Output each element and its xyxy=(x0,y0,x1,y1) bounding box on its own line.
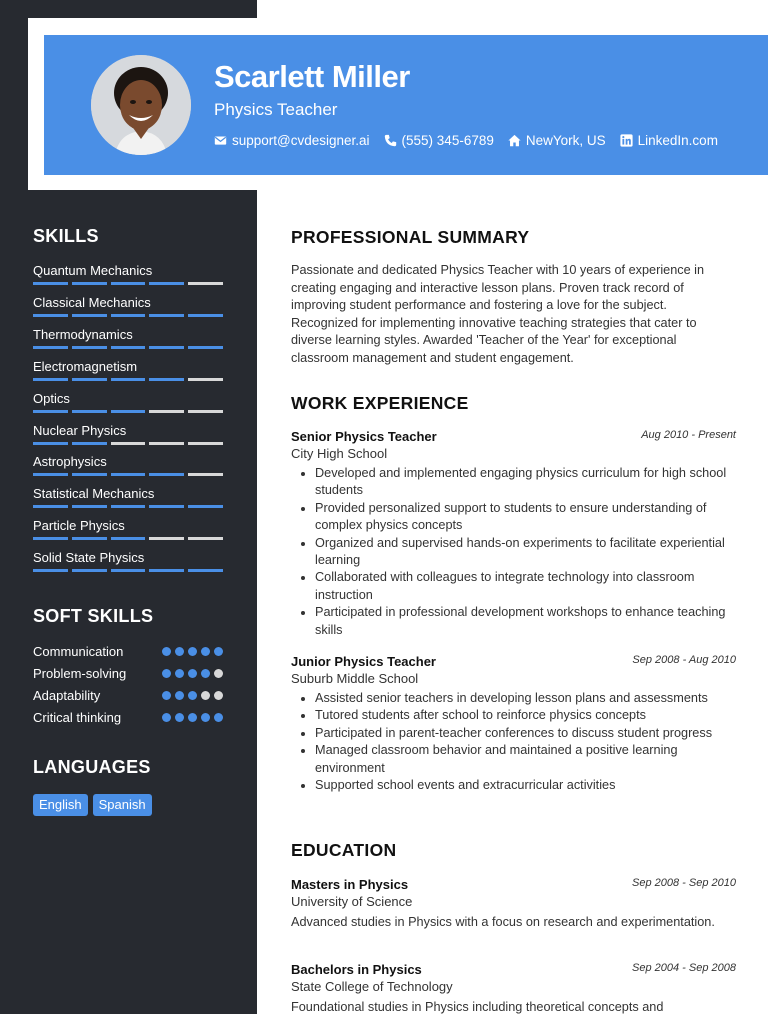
soft-skill-rating xyxy=(162,669,223,678)
rating-dot xyxy=(214,691,223,700)
skill-level-segment xyxy=(188,410,223,413)
job-entry xyxy=(291,429,736,639)
soft-skill-rating xyxy=(162,691,223,700)
contact-linkedin[interactable] xyxy=(620,133,718,148)
contact-list xyxy=(214,133,718,148)
skill-level-segment xyxy=(188,473,223,476)
job-bullet: • Participated in parent-teacher conferences to discuss student progress xyxy=(315,725,736,742)
skill-level-segment xyxy=(111,505,146,508)
rating-dot xyxy=(214,669,223,678)
soft-skill-name: Adaptability xyxy=(33,688,101,704)
skill-item xyxy=(33,391,223,413)
skill-item xyxy=(33,486,223,508)
job-bullet: • Assisted senior teachers in developing lesson plans and assessments xyxy=(315,690,736,707)
education-date: Sep 2004 - Sep 2008 xyxy=(632,962,736,974)
skill-level-segment xyxy=(33,346,68,349)
soft-skill-name: Problem-solving xyxy=(33,665,127,681)
rating-dot xyxy=(188,691,197,700)
degree: Masters in Physics xyxy=(291,877,409,892)
job-bullet: • Participated in professional development workshops to enhance teaching skills xyxy=(315,604,736,639)
skill-level-segment xyxy=(188,569,223,572)
skill-level-segment xyxy=(149,505,184,508)
skill-item xyxy=(33,518,223,540)
skill-level-segment xyxy=(149,410,184,413)
skill-level-segment xyxy=(149,473,184,476)
skill-level-segment xyxy=(188,505,223,508)
school: University of Science xyxy=(291,894,413,909)
skill-level-bar xyxy=(33,473,223,476)
soft-skill-name: Critical thinking xyxy=(33,710,122,726)
job-role: Junior Physics Teacher xyxy=(291,654,436,669)
job-bullet: • Developed and implemented engaging physics curriculum for high school students xyxy=(315,465,736,500)
rating-dot xyxy=(188,669,197,678)
education-desc: Foundational studies in Physics including theoretical concepts and xyxy=(291,1000,664,1014)
skill-level-segment xyxy=(149,537,184,540)
skill-level-segment xyxy=(188,537,223,540)
skill-level-bar xyxy=(33,442,223,445)
rating-dot xyxy=(175,669,184,678)
rating-dot xyxy=(162,647,171,656)
contact-linkedin-text: LinkedIn.com xyxy=(637,133,718,148)
skills-heading: SKILLS xyxy=(33,226,99,246)
contact-email-text: support@cvdesigner.ai xyxy=(232,133,370,148)
rating-dot xyxy=(201,713,210,722)
rating-dot xyxy=(175,647,184,656)
skill-item xyxy=(33,263,223,285)
job-bullet: • Managed classroom behavior and maintained a positive learning environment xyxy=(315,742,736,777)
rating-dot xyxy=(175,691,184,700)
skill-level-segment xyxy=(111,537,146,540)
skill-level-segment xyxy=(149,378,184,381)
rating-dot xyxy=(162,691,171,700)
skill-level-segment xyxy=(33,537,68,540)
soft-skill-item xyxy=(33,709,223,727)
skill-level-segment xyxy=(188,378,223,381)
degree: Bachelors in Physics xyxy=(291,962,422,977)
skill-level-segment xyxy=(72,282,107,285)
skill-level-segment xyxy=(33,410,68,413)
skill-name: Optics xyxy=(33,390,70,406)
skill-level-segment xyxy=(149,346,184,349)
skill-level-segment xyxy=(111,282,146,285)
skill-level-segment xyxy=(149,569,184,572)
education-entry xyxy=(291,962,736,1014)
skill-level-segment xyxy=(72,537,107,540)
skill-level-segment xyxy=(33,473,68,476)
skill-level-bar xyxy=(33,505,223,508)
job-bullet: • Organized and supervised hands-on experiments to facilitate experiential learning xyxy=(315,535,736,570)
job-bullet: • Provided personalized support to students to ensure understanding of complex physics concepts xyxy=(315,500,736,535)
contact-phone[interactable] xyxy=(384,133,494,148)
contact-email[interactable] xyxy=(214,133,370,148)
skill-item xyxy=(33,359,223,381)
skill-item xyxy=(33,423,223,445)
education-entry xyxy=(291,877,736,932)
rating-dot xyxy=(162,713,171,722)
soft-skill-rating xyxy=(162,713,223,722)
skill-name: Astrophysics xyxy=(33,454,107,470)
avatar xyxy=(91,55,191,155)
soft-skill-item xyxy=(33,642,223,660)
skill-level-segment xyxy=(188,314,223,317)
skill-level-segment xyxy=(111,473,146,476)
job-bullet: • Tutored students after school to reinforce physics concepts xyxy=(315,707,736,724)
job-bullet: • Collaborated with colleagues to integrate technology into classroom instruction xyxy=(315,569,736,604)
skill-level-bar xyxy=(33,410,223,413)
job-bullets xyxy=(291,465,736,639)
candidate-title: Physics Teacher xyxy=(214,100,338,119)
skill-level-segment xyxy=(149,282,184,285)
header xyxy=(44,35,768,175)
job-org: Suburb Middle School xyxy=(291,671,419,686)
skill-item xyxy=(33,454,223,476)
skill-name: Nuclear Physics xyxy=(33,422,127,438)
rating-dot xyxy=(188,713,197,722)
rating-dot xyxy=(175,713,184,722)
profile-photo xyxy=(91,55,191,155)
skill-level-segment xyxy=(72,505,107,508)
soft-skills-heading: SOFT SKILLS xyxy=(33,606,154,626)
skill-level-segment xyxy=(72,346,107,349)
linkedin-icon xyxy=(620,134,633,147)
skill-level-bar xyxy=(33,537,223,540)
job-bullet: • Supported school events and extracurricular activities xyxy=(315,777,736,794)
rating-dot xyxy=(162,669,171,678)
soft-skill-rating xyxy=(162,647,223,656)
languages-heading: LANGUAGES xyxy=(33,757,151,777)
soft-skill-name: Communication xyxy=(33,643,124,659)
skill-level-segment xyxy=(72,410,107,413)
education-heading: EDUCATION xyxy=(291,840,397,860)
rating-dot xyxy=(201,691,210,700)
skill-level-segment xyxy=(33,314,68,317)
skill-level-segment xyxy=(149,314,184,317)
skill-level-segment xyxy=(111,442,146,445)
job-org: City High School xyxy=(291,446,388,461)
language-badge: Spanish xyxy=(93,794,152,816)
summary-heading: PROFESSIONAL SUMMARY xyxy=(291,227,530,247)
home-icon xyxy=(508,134,521,147)
skill-level-segment xyxy=(72,314,107,317)
experience-heading: WORK EXPERIENCE xyxy=(291,393,469,413)
skill-level-segment xyxy=(33,442,68,445)
skill-level-segment xyxy=(188,442,223,445)
skill-item xyxy=(33,550,223,572)
skill-name: Particle Physics xyxy=(33,518,125,534)
skill-level-segment xyxy=(33,569,68,572)
phone-icon xyxy=(384,134,397,147)
skill-name: Quantum Mechanics xyxy=(33,263,153,278)
languages-list xyxy=(33,794,152,816)
education-desc: Advanced studies in Physics with a focus on research and experimentation. xyxy=(291,915,715,929)
rating-dot xyxy=(188,647,197,656)
job-date: Sep 2008 - Aug 2010 xyxy=(632,654,736,666)
job-entry xyxy=(291,654,736,794)
skill-level-bar xyxy=(33,378,223,381)
skill-level-segment xyxy=(72,569,107,572)
soft-skill-item xyxy=(33,687,223,705)
skill-level-bar xyxy=(33,282,223,285)
contact-location xyxy=(508,133,606,148)
rating-dot xyxy=(201,669,210,678)
skill-level-bar xyxy=(33,346,223,349)
job-date: Aug 2010 - Present xyxy=(641,429,736,441)
envelope-icon xyxy=(214,134,227,147)
skill-level-segment xyxy=(111,346,146,349)
skill-level-segment xyxy=(111,378,146,381)
skill-level-bar xyxy=(33,314,223,317)
skill-level-segment xyxy=(149,442,184,445)
rating-dot xyxy=(214,713,223,722)
skill-item xyxy=(33,327,223,349)
skill-level-segment xyxy=(72,473,107,476)
contact-location-text: NewYork, US xyxy=(525,133,606,148)
summary-text: Passionate and dedicated Physics Teacher with 10 years of experience in creating engaging and interactive lesson plans. Proven track record of improving student performance and fostering a love for the subject. Recognized for implementing innovative teaching strategies that cater to diverse learning styles. Awarded 'Teacher of the Year' for exceptional classroom management and student engagement. xyxy=(291,263,705,365)
skill-level-segment xyxy=(111,410,146,413)
skill-level-segment xyxy=(111,314,146,317)
soft-skill-item xyxy=(33,664,223,682)
rating-dot xyxy=(201,647,210,656)
skill-name: Thermodynamics xyxy=(33,326,133,342)
school: State College of Technology xyxy=(291,979,453,994)
contact-phone-text: (555) 345-6789 xyxy=(401,133,494,148)
skill-level-segment xyxy=(72,442,107,445)
skill-level-bar xyxy=(33,569,223,572)
education-date: Sep 2008 - Sep 2010 xyxy=(632,877,736,889)
skill-level-segment xyxy=(188,346,223,349)
job-bullets xyxy=(291,690,736,794)
language-badge: English xyxy=(33,794,88,816)
skill-level-segment xyxy=(188,282,223,285)
skill-name: Solid State Physics xyxy=(33,550,145,566)
job-role: Senior Physics Teacher xyxy=(291,429,437,444)
skill-level-segment xyxy=(72,378,107,381)
skill-name: Electromagnetism xyxy=(33,358,138,374)
skill-level-segment xyxy=(33,282,68,285)
candidate-name: Scarlett Miller xyxy=(214,59,410,94)
skill-level-segment xyxy=(33,378,68,381)
skill-item xyxy=(33,295,223,317)
skill-level-segment xyxy=(111,569,146,572)
skill-name: Statistical Mechanics xyxy=(33,486,155,502)
skill-name: Classical Mechanics xyxy=(33,294,151,310)
skill-level-segment xyxy=(33,505,68,508)
rating-dot xyxy=(214,647,223,656)
